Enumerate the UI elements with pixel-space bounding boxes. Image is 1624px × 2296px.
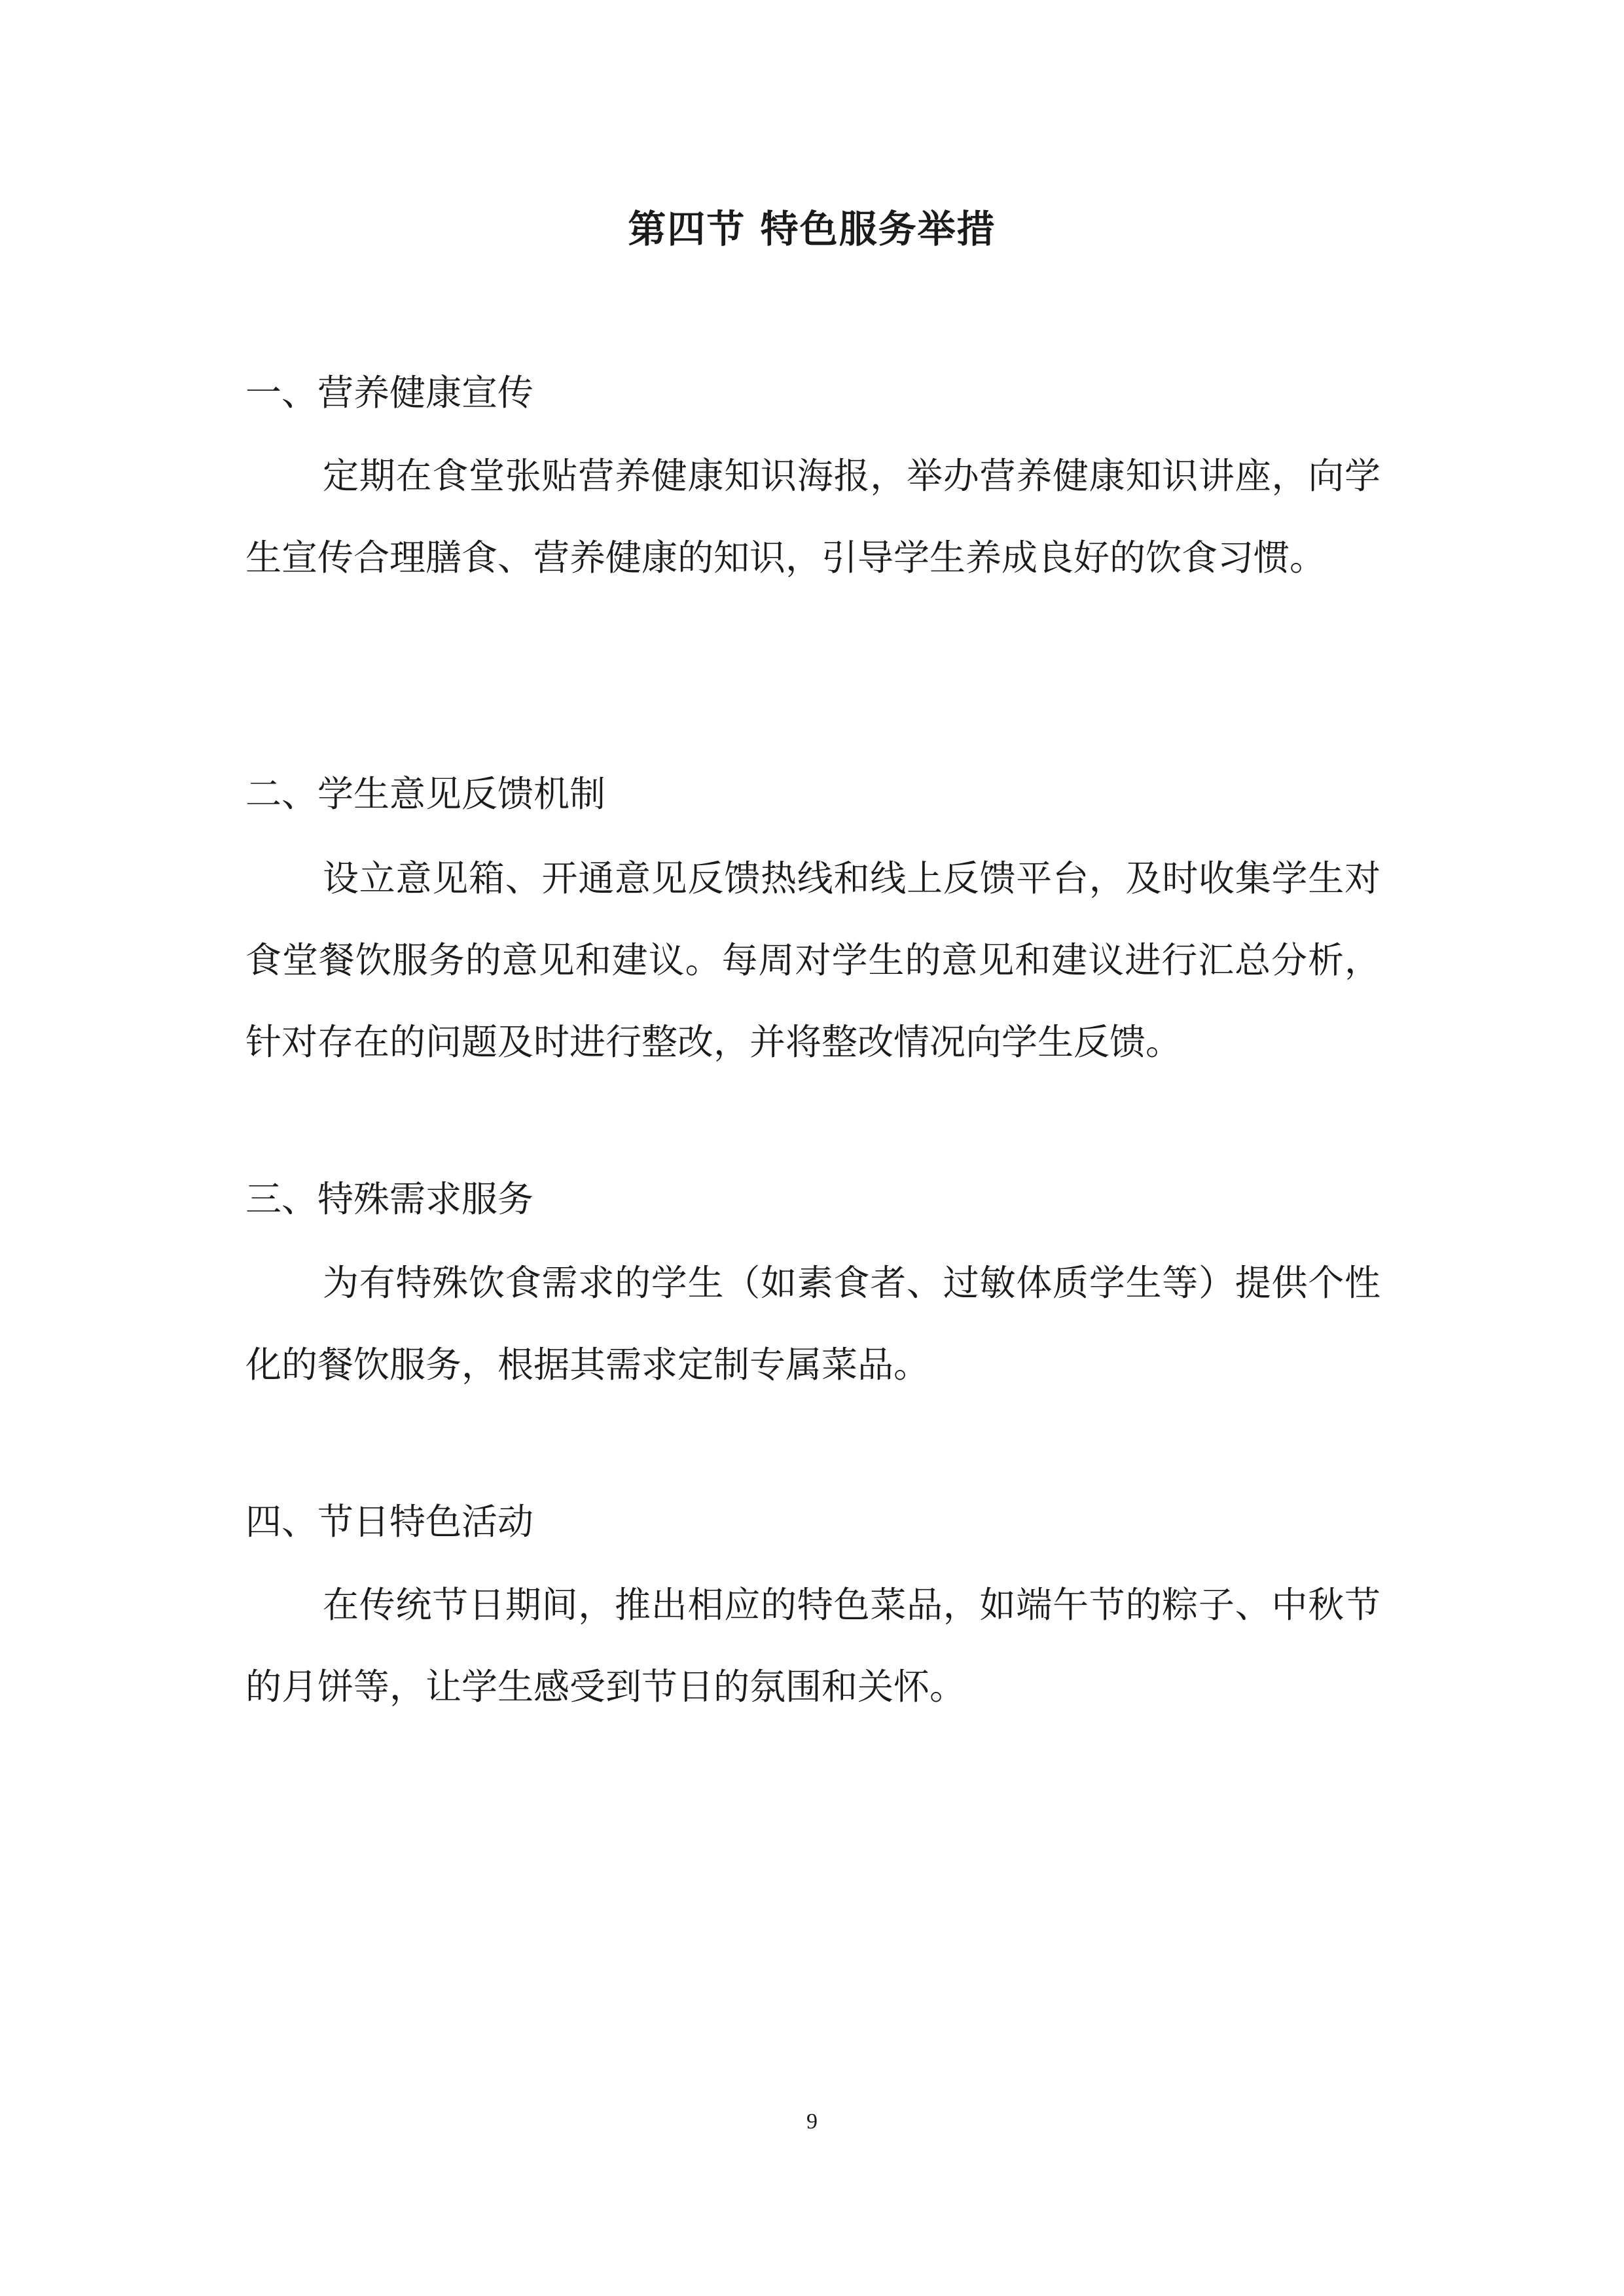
section-paragraph-festival: 在传统节日期间，推出相应的特色菜品，如端午节的粽子、中秋节的月饼等，让学生感受到节日的氛围和关怀。 [245,1584,1380,1708]
section-heading-feedback: 二、学生意见反馈机制 [245,773,606,815]
section-title: 第四节 特色服务举措 [628,207,996,251]
page-number: 9 [806,2109,818,2134]
section-heading-nutrition: 一、营养健康宣传 [245,372,534,414]
section-paragraph-special-needs: 为有特殊饮食需求的学生（如素食者、过敏体质学生等）提供个性化的餐饮服务，根据其需求定制专属菜品。 [245,1262,1380,1386]
section-heading-special-needs: 三、特殊需求服务 [245,1178,534,1220]
section-paragraph-nutrition: 定期在食堂张贴营养健康知识海报，举办营养健康知识讲座，向学生宣传合理膳食、营养健康的知识，引导学生养成良好的饮食习惯。 [245,455,1380,579]
section-paragraph-feedback: 设立意见箱、开通意见反馈热线和线上反馈平台，及时收集学生对食堂餐饮服务的意见和建议。每周对学生的意见和建议进行汇总分析，针对存在的问题及时进行整改，并将整改情况向学生反馈。 [245,857,1380,1063]
section-heading-festival: 四、节日特色活动 [245,1501,534,1543]
